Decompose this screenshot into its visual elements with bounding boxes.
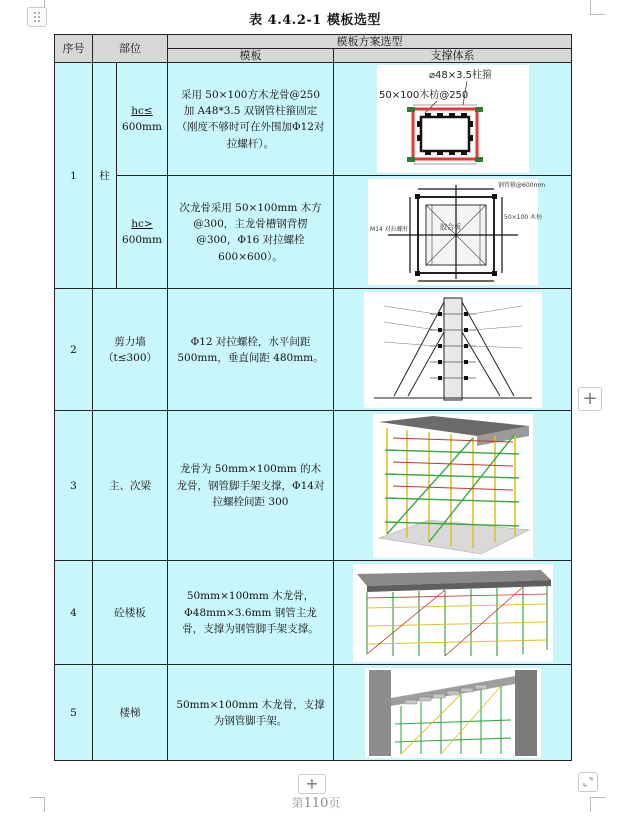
support-figure-cell [334,665,572,761]
formwork-description: 50mm×100mm 木龙骨，支撑为钢管脚手架。 [168,665,334,761]
formwork-description: 采用 50×100方木龙骨@250 加 A48*3.5 双钢管柱箍固定（刚度不够时可在外围加Φ12对拉螺杆）。 [168,63,334,176]
row-part [93,289,168,411]
support-figure-cell [334,63,572,176]
row-no: 4 [55,561,93,665]
fit-page-button[interactable] [578,772,598,792]
figure-label: M14 对拉螺杆 [369,226,409,234]
header-support: 支撑体系 [334,49,572,63]
header-formwork: 模板 [168,49,334,63]
condition-line: hc≤ [131,105,153,118]
support-figure-cell [334,411,572,561]
shear-wall-formwork-diagram [364,292,542,408]
condition-line: hc> [131,218,153,231]
figure-label: ⌀48×3.5柱箍 [428,70,492,82]
page-number-value: 110 [303,796,329,811]
formwork-description: 龙骨为 50mm×100mm 的木龙骨，钢管脚手架支撑，Φ14对拉螺栓间距 300 [168,411,334,561]
formwork-description: 次龙骨采用 50×100mm 木方@300，主龙骨槽钢背楞@300，Φ16 对拉螺栓 600×600）。 [168,176,334,289]
page-suffix: 页 [328,796,341,810]
page-corner-bottom-right [590,797,605,812]
stair-scaffold-illustration [365,668,541,758]
page-number [286,794,346,811]
row-no: 3 [55,411,93,561]
support-figure-cell [334,289,572,411]
figure-label: 50×100木枋@250 [378,90,468,102]
header-scheme: 模板方案选型 [168,35,572,49]
corner-expand-icon [579,773,597,791]
formwork-description: Φ12 对拉螺栓，水平间距 500mm，垂直间距 480mm。 [168,289,334,411]
slab-scaffold-illustration [353,564,553,662]
add-block-button[interactable]: + [578,387,602,411]
row-part: 主、次梁 [93,411,168,561]
row-part: 楼梯 [93,665,168,761]
row-no: 2 [55,289,93,411]
condition-line: 600mm [122,121,162,134]
large-column-formwork-diagram [368,179,545,285]
column-condition [117,63,168,176]
formwork-description: 50mm×100mm 木龙骨，Φ48mm×3.6mm 钢管主龙骨，支撑为钢管脚手架支撑。 [168,561,334,665]
header-no: 序号 [55,35,93,63]
formwork-table [54,34,572,761]
page-corner-bottom-left [30,797,45,812]
support-figure-cell [334,561,572,665]
figure-label: 50×100 木枋 [503,214,542,222]
row-no: 5 [55,665,93,761]
part-line: 剪力墙 [114,335,146,348]
beam-scaffold-illustration [373,414,533,558]
add-page-button[interactable]: + [298,774,326,794]
condition-line: 600mm [122,234,162,247]
column-condition [117,176,168,289]
column-formwork-diagram [377,65,529,173]
row-part: 砼楼板 [93,561,168,665]
header-part: 部位 [93,35,168,63]
figure-label: 胶合板 [439,223,461,232]
page-prefix: 第 [291,796,304,810]
figure-label: 钢管箍@600mm [497,182,545,190]
row-part: 柱 [93,63,117,289]
part-line: （t≤300） [102,351,158,364]
row-no: 1 [55,63,93,289]
support-figure-cell [334,176,572,289]
table-caption: 表 4.4.2-1 模板选型 [249,13,381,28]
